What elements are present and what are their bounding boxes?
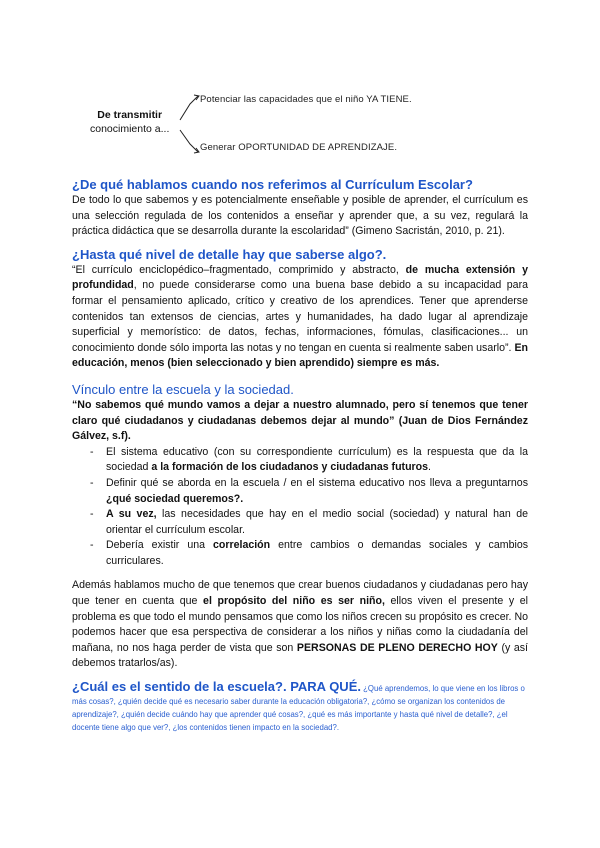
list-item [72,538,528,569]
list-item-bold: correlación [213,539,271,552]
section-2-text-part2: , no puede considerarse como una buena base debido a su incapacidad para formar el pensamiento aplicado, crítico y creativo de los aprendices. Tener que aprenderse contenidos tan extensos de ciencias, artes y humanidades, ha dado lugar al aprendizaje superficial y memorístico: de datos, fechas, informaciones, fómulas, clasificaciones... un conocimiento donde sólo importa las notas y no tengan en cuenta si realmente saben usarlo”. [72,279,528,354]
paragraph-bold-1: el propósito del niño es ser niño, [203,595,385,608]
list-item-text: El sistema educativo (con su correspondiente currículum) es la respuesta que da la sociedad [106,445,528,474]
list-item-text: Debería existir una [106,539,213,552]
section-1-text: De todo lo que sabemos y es potencialmente enseñable y posible de aprender, el currículum es una selección regulada de los contenidos a enseñar y aprender que, a su vez, regulará la práctica didáctica que se desarrolla durante la escolaridad” (Gimeno Sacristán, 2010, p. 21). [72,194,528,238]
section-3-list [72,445,528,570]
diagram-branch-1: Potenciar las capacidades que el niño YA TIENE. [200,94,412,105]
section-2-bold-1: de mucha extensión y profundidad [72,263,528,292]
section-3-quote-text: “No sabemos qué mundo vamos a dejar a nuestro alumnado, pero sí tenemos que tener claro qué ciudadanos y ciudadanas debemos dejar al mundo” (Juan de Dios Fernández Gálvez, s.f). [72,398,528,443]
paragraph-text-1: Además hablamos mucho de que tenemos que crear buenos ciudadanos y ciudadanas pero hay que tener en cuenta que [72,579,528,608]
list-item-text: Definir qué se aborda en la escuela / en el sistema educativo nos lleva a preguntarnos [106,476,528,489]
paragraph-text-2: ellos viven el presente y el problema es que todo el mundo pensamos que como los niños crecen su propósito es crecer. No podemos hacer que esa perspectiva de considerar a los niños y niñas como la ciudadanía del mañana, no nos haga perder de vista que son [72,595,528,654]
concept-diagram [72,86,532,166]
list-item [72,476,528,507]
section-3-title: Vínculo entre la escuela y la sociedad. [72,381,294,397]
section-2-title: ¿Hasta qué nivel de detalle hay que saberse algo?. [72,246,387,262]
main-content [72,176,528,733]
section-2-text-part1: “El currículo enciclopédico–fragmentado, comprimido y abstracto, [72,263,406,276]
section-2-bold-2: En educación, menos (bien seleccionado y bien aprendido) siempre es más. [72,341,528,370]
paragraph-text-3: (y así debemos tratarlos/as). [72,641,528,670]
list-item [72,507,528,538]
diagram-source-label [90,108,169,136]
list-item-text: entre cambios o demandas sociales y cambios curriculares. [106,539,529,567]
list-item [72,445,528,476]
diagram-branch-2: Generar OPORTUNIDAD DE APRENDIZAJE. [200,142,398,153]
list-item-text: . [428,461,431,474]
list-item-bold: a la formación de los ciudadanos y ciudadanas futuros [151,461,429,474]
paragraph-bold-2: PERSONAS DE PLENO DERECHO HOY [296,641,498,654]
section-1-title: ¿De qué hablamos cuando nos referimos al Currículum Escolar? [72,177,473,192]
section-3-paragraph [72,578,528,672]
diagram-left-line1: De transmitir [97,109,163,121]
list-item-text: las necesidades que hay en el medio social (sociedad) y natural han de orientar el currículum escolar. [106,508,528,536]
list-item-bold: A su vez, [106,508,157,521]
section-4 [72,681,528,733]
section-2-text [72,263,528,372]
section-3-quote [72,398,528,445]
list-item-bold: ¿qué sociedad queremos?. [106,492,244,505]
diagram-left-line2: conocimiento a... [90,123,170,135]
section-4-questions: ¿Qué aprendemos, lo que viene en los libros o más cosas?, ¿quién decide qué es necesario saber durante la educación obligatoria?, ¿cómo se organizan los contenidos de aprendizaje?, ¿quién decide cuándo hay que aprender qué cosas?, ¿qué es más importante y hasta qué nivel de detalle?, ¿el docente tiene algo que ver?, ¿los contenidos tienen impacto en la sociedad?. [72,684,525,733]
section-4-title: ¿Cuál es el sentido de la escuela?. PARA QUÉ. [72,679,361,695]
